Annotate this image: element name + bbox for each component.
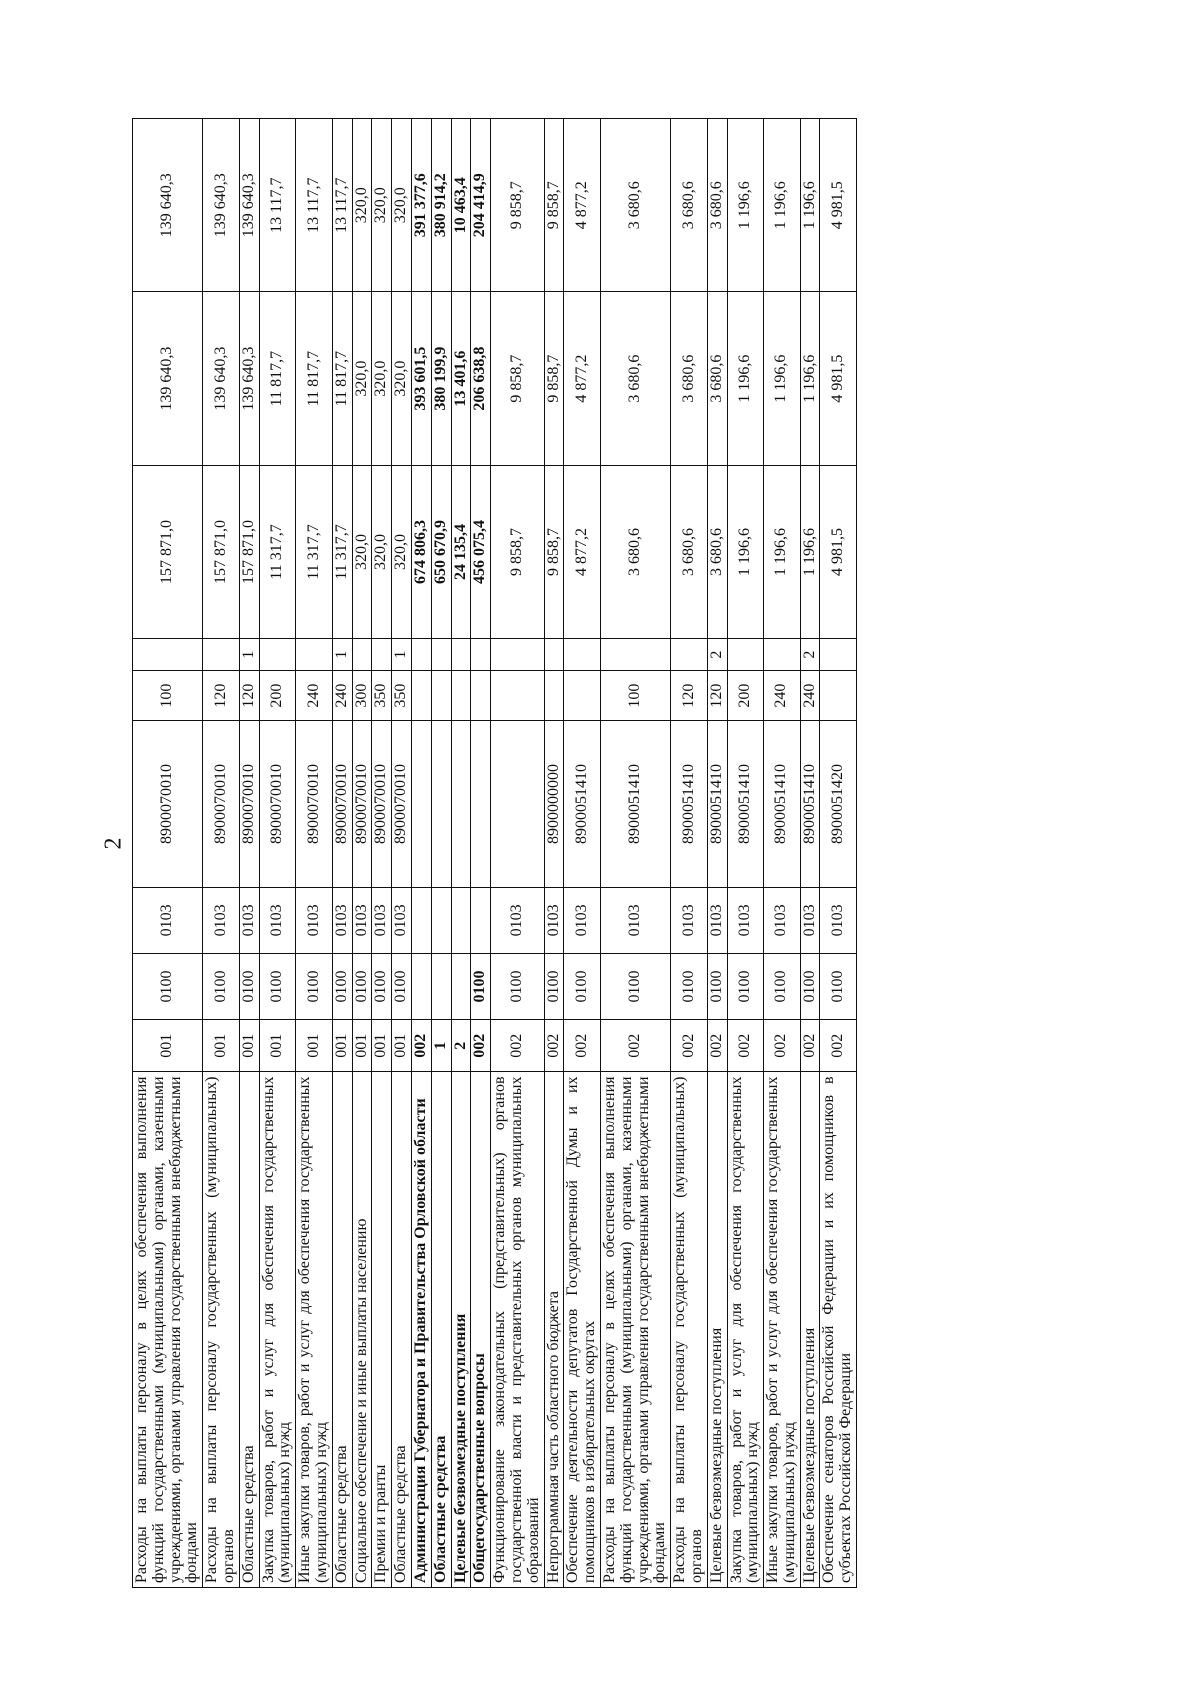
amount-year1-cell: 9 858,7 — [491, 465, 544, 638]
ministry-code-cell: 001 — [392, 1020, 412, 1072]
expense-type-cell: 120 — [203, 671, 240, 721]
expense-type-cell: 100 — [600, 671, 670, 721]
subsection-code-cell: 0103 — [764, 887, 801, 953]
subsection-code-cell: 0103 — [296, 887, 333, 953]
expense-type-cell: 350 — [392, 671, 412, 721]
amount-year2-cell: 9 858,7 — [491, 292, 544, 465]
ministry-code-cell: 002 — [471, 1020, 491, 1072]
budget-table — [132, 118, 857, 1588]
amount-year1-cell: 674 806,3 — [411, 465, 431, 638]
funding-source-cell — [296, 639, 333, 671]
target-article-cell: 8900070010 — [296, 721, 333, 888]
amount-year1-cell: 157 871,0 — [203, 465, 240, 638]
row-name-cell: Расходы на выплаты персоналу государственных (муниципальных) органов — [671, 1072, 708, 1588]
section-code-cell: 0100 — [372, 953, 392, 1019]
amount-year2-cell: 393 601,5 — [411, 292, 431, 465]
amount-year2-cell: 320,0 — [352, 292, 372, 465]
amount-year3-cell: 320,0 — [352, 119, 372, 292]
target-article-cell: 8900051410 — [671, 721, 708, 888]
expense-type-cell — [491, 671, 544, 721]
subsection-code-cell: 0103 — [820, 887, 857, 953]
table-row — [411, 119, 431, 1588]
amount-year1-cell: 11 317,7 — [332, 465, 352, 638]
amount-year2-cell: 11 817,7 — [296, 292, 333, 465]
amount-year1-cell: 11 317,7 — [259, 465, 296, 638]
subsection-code-cell: 0103 — [491, 887, 544, 953]
section-code-cell: 0100 — [332, 953, 352, 1019]
table-row — [259, 119, 296, 1588]
table-row — [800, 119, 820, 1588]
expense-type-cell: 300 — [352, 671, 372, 721]
page-number: 2 — [100, 837, 127, 850]
amount-year3-cell: 13 117,7 — [259, 119, 296, 292]
ministry-code-cell: 001 — [352, 1020, 372, 1072]
table-row — [296, 119, 333, 1588]
target-article-cell: 8900070010 — [392, 721, 412, 888]
target-article-cell: 8900070010 — [372, 721, 392, 888]
expense-type-cell — [564, 671, 601, 721]
amount-year3-cell: 4 981,5 — [820, 119, 857, 292]
amount-year3-cell: 10 463,4 — [451, 119, 471, 292]
expense-type-cell: 120 — [239, 671, 259, 721]
row-name-cell: Непрограммная часть областного бюджета — [544, 1072, 564, 1588]
amount-year3-cell: 13 117,7 — [332, 119, 352, 292]
section-code-cell: 0100 — [820, 953, 857, 1019]
amount-year2-cell: 11 817,7 — [332, 292, 352, 465]
table-row — [764, 119, 801, 1588]
section-code-cell: 0100 — [471, 953, 491, 1019]
amount-year3-cell: 204 414,9 — [471, 119, 491, 292]
table-row — [451, 119, 471, 1588]
funding-source-cell — [133, 639, 203, 671]
table-row — [372, 119, 392, 1588]
subsection-code-cell: 0103 — [133, 887, 203, 953]
amount-year2-cell: 206 638,8 — [471, 292, 491, 465]
row-name-cell: Областные средства — [431, 1072, 451, 1588]
budget-table-sheet — [132, 118, 1056, 1588]
ministry-code-cell: 002 — [707, 1020, 727, 1072]
row-name-cell: Целевые безвозмездные поступления — [451, 1072, 471, 1588]
amount-year2-cell: 11 817,7 — [259, 292, 296, 465]
section-code-cell: 0100 — [800, 953, 820, 1019]
expense-type-cell: 240 — [764, 671, 801, 721]
table-row — [564, 119, 601, 1588]
funding-source-cell — [471, 639, 491, 671]
amount-year1-cell: 320,0 — [352, 465, 372, 638]
amount-year3-cell: 3 680,6 — [707, 119, 727, 292]
ministry-code-cell: 002 — [564, 1020, 601, 1072]
section-code-cell: 0100 — [727, 953, 764, 1019]
amount-year1-cell: 3 680,6 — [671, 465, 708, 638]
amount-year2-cell: 9 858,7 — [544, 292, 564, 465]
amount-year3-cell: 1 196,6 — [727, 119, 764, 292]
ministry-code-cell: 2 — [451, 1020, 471, 1072]
target-article-cell: 8900070010 — [259, 721, 296, 888]
amount-year2-cell: 4 981,5 — [820, 292, 857, 465]
amount-year2-cell: 3 680,6 — [707, 292, 727, 465]
table-row — [820, 119, 857, 1588]
amount-year3-cell: 1 196,6 — [764, 119, 801, 292]
amount-year1-cell: 11 317,7 — [296, 465, 333, 638]
row-name-cell: Функционирование законодательных (представительных) органов государственной власти и представительных органов муниципальных образований — [491, 1072, 544, 1588]
section-code-cell: 0100 — [564, 953, 601, 1019]
row-name-cell: Иные закупки товаров, работ и услуг для обеспечения государственных (муниципальных) нужд — [764, 1072, 801, 1588]
row-name-cell: Закупка товаров, работ и услуг для обеспечения государственных (муниципальных) нужд — [259, 1072, 296, 1588]
amount-year1-cell: 3 680,6 — [707, 465, 727, 638]
row-name-cell: Расходы на выплаты персоналу в целях обеспечения выполнения функций государственными (муниципальными) органами, казенными учреждениями, органами управления государственными внебюджетными фондами — [133, 1072, 203, 1588]
amount-year3-cell: 139 640,3 — [133, 119, 203, 292]
amount-year3-cell: 13 117,7 — [296, 119, 333, 292]
table-row — [544, 119, 564, 1588]
subsection-code-cell — [451, 887, 471, 953]
expense-type-cell: 350 — [372, 671, 392, 721]
funding-source-cell — [203, 639, 240, 671]
ministry-code-cell: 002 — [764, 1020, 801, 1072]
expense-type-cell: 200 — [727, 671, 764, 721]
funding-source-cell: 1 — [332, 639, 352, 671]
subsection-code-cell: 0103 — [259, 887, 296, 953]
subsection-code-cell: 0103 — [564, 887, 601, 953]
target-article-cell: 8900051410 — [764, 721, 801, 888]
row-name-cell: Расходы на выплаты персоналу в целях обеспечения выполнения функций государственными (муниципальными) органами, казенными учреждениями, органами управления государственными внебюджетными фондами — [600, 1072, 670, 1588]
amount-year3-cell: 1 196,6 — [800, 119, 820, 292]
amount-year2-cell: 13 401,6 — [451, 292, 471, 465]
section-code-cell: 0100 — [671, 953, 708, 1019]
amount-year3-cell: 391 377,6 — [411, 119, 431, 292]
funding-source-cell — [491, 639, 544, 671]
table-row — [392, 119, 412, 1588]
section-code-cell: 0100 — [239, 953, 259, 1019]
target-article-cell: 8900070010 — [332, 721, 352, 888]
table-row — [491, 119, 544, 1588]
expense-type-cell: 240 — [332, 671, 352, 721]
subsection-code-cell: 0103 — [707, 887, 727, 953]
expense-type-cell — [820, 671, 857, 721]
amount-year1-cell: 9 858,7 — [544, 465, 564, 638]
amount-year1-cell: 1 196,6 — [764, 465, 801, 638]
table-row — [332, 119, 352, 1588]
amount-year1-cell: 4 877,2 — [564, 465, 601, 638]
amount-year2-cell: 139 640,3 — [133, 292, 203, 465]
row-name-cell: Общегосударственные вопросы — [471, 1072, 491, 1588]
amount-year3-cell: 9 858,7 — [491, 119, 544, 292]
section-code-cell: 0100 — [491, 953, 544, 1019]
ministry-code-cell: 002 — [671, 1020, 708, 1072]
expense-type-cell — [544, 671, 564, 721]
section-code-cell: 0100 — [203, 953, 240, 1019]
amount-year1-cell: 1 196,6 — [727, 465, 764, 638]
ministry-code-cell: 002 — [820, 1020, 857, 1072]
subsection-code-cell: 0103 — [800, 887, 820, 953]
ministry-code-cell: 002 — [727, 1020, 764, 1072]
amount-year1-cell: 3 680,6 — [600, 465, 670, 638]
target-article-cell — [411, 721, 431, 888]
funding-source-cell — [764, 639, 801, 671]
ministry-code-cell: 002 — [491, 1020, 544, 1072]
amount-year2-cell: 1 196,6 — [800, 292, 820, 465]
target-article-cell: 8900051420 — [820, 721, 857, 888]
row-name-cell: Администрация Губернатора и Правительства Орловской области — [411, 1072, 431, 1588]
ministry-code-cell: 002 — [800, 1020, 820, 1072]
table-row — [203, 119, 240, 1588]
funding-source-cell — [431, 639, 451, 671]
subsection-code-cell: 0103 — [239, 887, 259, 953]
target-article-cell — [451, 721, 471, 888]
funding-source-cell — [600, 639, 670, 671]
subsection-code-cell: 0103 — [600, 887, 670, 953]
funding-source-cell — [820, 639, 857, 671]
row-name-cell: Обеспечение сенаторов Российской Федерации и их помощников в субъектах Российской Федерации — [820, 1072, 857, 1588]
table-row — [133, 119, 203, 1588]
subsection-code-cell: 0103 — [372, 887, 392, 953]
target-article-cell: 8900051410 — [600, 721, 670, 888]
row-name-cell: Иные закупки товаров, работ и услуг для обеспечения государственных (муниципальных) нужд — [296, 1072, 333, 1588]
amount-year1-cell: 24 135,4 — [451, 465, 471, 638]
funding-source-cell — [564, 639, 601, 671]
amount-year2-cell: 139 640,3 — [239, 292, 259, 465]
amount-year1-cell: 320,0 — [392, 465, 412, 638]
table-body — [133, 119, 857, 1588]
target-article-cell: 8900000000 — [544, 721, 564, 888]
ministry-code-cell: 002 — [411, 1020, 431, 1072]
expense-type-cell: 200 — [259, 671, 296, 721]
amount-year1-cell: 1 196,6 — [800, 465, 820, 638]
target-article-cell: 8900051410 — [564, 721, 601, 888]
subsection-code-cell: 0103 — [727, 887, 764, 953]
amount-year3-cell: 4 877,2 — [564, 119, 601, 292]
ministry-code-cell: 001 — [259, 1020, 296, 1072]
target-article-cell: 8900070010 — [133, 721, 203, 888]
section-code-cell: 0100 — [764, 953, 801, 1019]
section-code-cell: 0100 — [133, 953, 203, 1019]
target-article-cell: 8900070010 — [352, 721, 372, 888]
expense-type-cell — [431, 671, 451, 721]
amount-year2-cell: 3 680,6 — [600, 292, 670, 465]
amount-year3-cell: 139 640,3 — [203, 119, 240, 292]
ministry-code-cell: 001 — [133, 1020, 203, 1072]
target-article-cell: 8900051410 — [800, 721, 820, 888]
amount-year2-cell: 1 196,6 — [727, 292, 764, 465]
subsection-code-cell: 0103 — [544, 887, 564, 953]
subsection-code-cell: 0103 — [332, 887, 352, 953]
amount-year3-cell: 320,0 — [372, 119, 392, 292]
ministry-code-cell: 001 — [296, 1020, 333, 1072]
funding-source-cell — [544, 639, 564, 671]
ministry-code-cell: 1 — [431, 1020, 451, 1072]
subsection-code-cell: 0103 — [671, 887, 708, 953]
ministry-code-cell: 001 — [332, 1020, 352, 1072]
funding-source-cell — [259, 639, 296, 671]
amount-year3-cell: 3 680,6 — [600, 119, 670, 292]
target-article-cell — [471, 721, 491, 888]
target-article-cell: 8900051410 — [727, 721, 764, 888]
row-name-cell: Премии и гранты — [372, 1072, 392, 1588]
amount-year1-cell: 157 871,0 — [239, 465, 259, 638]
expense-type-cell — [451, 671, 471, 721]
section-code-cell: 0100 — [259, 953, 296, 1019]
section-code-cell: 0100 — [296, 953, 333, 1019]
subsection-code-cell — [431, 887, 451, 953]
funding-source-cell: 2 — [800, 639, 820, 671]
funding-source-cell: 2 — [707, 639, 727, 671]
row-name-cell: Социальное обеспечение и иные выплаты населению — [352, 1072, 372, 1588]
subsection-code-cell: 0103 — [203, 887, 240, 953]
ministry-code-cell: 001 — [372, 1020, 392, 1072]
row-name-cell: Областные средства — [392, 1072, 412, 1588]
amount-year2-cell: 380 199,9 — [431, 292, 451, 465]
amount-year3-cell: 9 858,7 — [544, 119, 564, 292]
funding-source-cell: 1 — [392, 639, 412, 671]
ministry-code-cell: 002 — [544, 1020, 564, 1072]
target-article-cell — [491, 721, 544, 888]
ministry-code-cell: 002 — [600, 1020, 670, 1072]
section-code-cell: 0100 — [352, 953, 372, 1019]
ministry-code-cell: 001 — [203, 1020, 240, 1072]
row-name-cell: Расходы на выплаты персоналу государственных (муниципальных) органов — [203, 1072, 240, 1588]
section-code-cell — [431, 953, 451, 1019]
section-code-cell — [411, 953, 431, 1019]
expense-type-cell — [471, 671, 491, 721]
amount-year1-cell: 456 075,4 — [471, 465, 491, 638]
target-article-cell: 8900070010 — [239, 721, 259, 888]
table-row — [600, 119, 670, 1588]
expense-type-cell: 120 — [671, 671, 708, 721]
table-row — [727, 119, 764, 1588]
amount-year2-cell: 320,0 — [392, 292, 412, 465]
expense-type-cell: 100 — [133, 671, 203, 721]
subsection-code-cell — [471, 887, 491, 953]
row-name-cell: Целевые безвозмездные поступления — [800, 1072, 820, 1588]
subsection-code-cell — [411, 887, 431, 953]
amount-year2-cell: 139 640,3 — [203, 292, 240, 465]
ministry-code-cell: 001 — [239, 1020, 259, 1072]
section-code-cell: 0100 — [392, 953, 412, 1019]
amount-year1-cell: 157 871,0 — [133, 465, 203, 638]
funding-source-cell — [411, 639, 431, 671]
row-name-cell: Закупка товаров, работ и услуг для обеспечения государственных (муниципальных) нужд — [727, 1072, 764, 1588]
amount-year2-cell: 3 680,6 — [671, 292, 708, 465]
amount-year1-cell: 4 981,5 — [820, 465, 857, 638]
funding-source-cell — [372, 639, 392, 671]
amount-year1-cell: 320,0 — [372, 465, 392, 638]
expense-type-cell: 120 — [707, 671, 727, 721]
table-row — [707, 119, 727, 1588]
expense-type-cell — [411, 671, 431, 721]
section-code-cell: 0100 — [600, 953, 670, 1019]
amount-year2-cell: 320,0 — [372, 292, 392, 465]
subsection-code-cell: 0103 — [392, 887, 412, 953]
target-article-cell: 8900070010 — [203, 721, 240, 888]
row-name-cell: Целевые безвозмездные поступления — [707, 1072, 727, 1588]
target-article-cell: 8900051410 — [707, 721, 727, 888]
section-code-cell: 0100 — [544, 953, 564, 1019]
amount-year3-cell: 3 680,6 — [671, 119, 708, 292]
amount-year1-cell: 650 670,9 — [431, 465, 451, 638]
amount-year2-cell: 4 877,2 — [564, 292, 601, 465]
section-code-cell: 0100 — [707, 953, 727, 1019]
amount-year3-cell: 380 914,2 — [431, 119, 451, 292]
section-code-cell — [451, 953, 471, 1019]
expense-type-cell: 240 — [296, 671, 333, 721]
table-row — [431, 119, 451, 1588]
table-row — [352, 119, 372, 1588]
subsection-code-cell: 0103 — [352, 887, 372, 953]
row-name-cell: Областные средства — [332, 1072, 352, 1588]
funding-source-cell — [451, 639, 471, 671]
amount-year3-cell: 320,0 — [392, 119, 412, 292]
funding-source-cell — [352, 639, 372, 671]
table-row — [239, 119, 259, 1588]
table-row — [471, 119, 491, 1588]
target-article-cell — [431, 721, 451, 888]
funding-source-cell: 1 — [239, 639, 259, 671]
amount-year3-cell: 139 640,3 — [239, 119, 259, 292]
table-row — [671, 119, 708, 1588]
funding-source-cell — [727, 639, 764, 671]
funding-source-cell — [671, 639, 708, 671]
row-name-cell: Областные средства — [239, 1072, 259, 1588]
expense-type-cell: 240 — [800, 671, 820, 721]
amount-year2-cell: 1 196,6 — [764, 292, 801, 465]
row-name-cell: Обеспечение деятельности депутатов Государственной Думы и их помощников в избирательных округах — [564, 1072, 601, 1588]
